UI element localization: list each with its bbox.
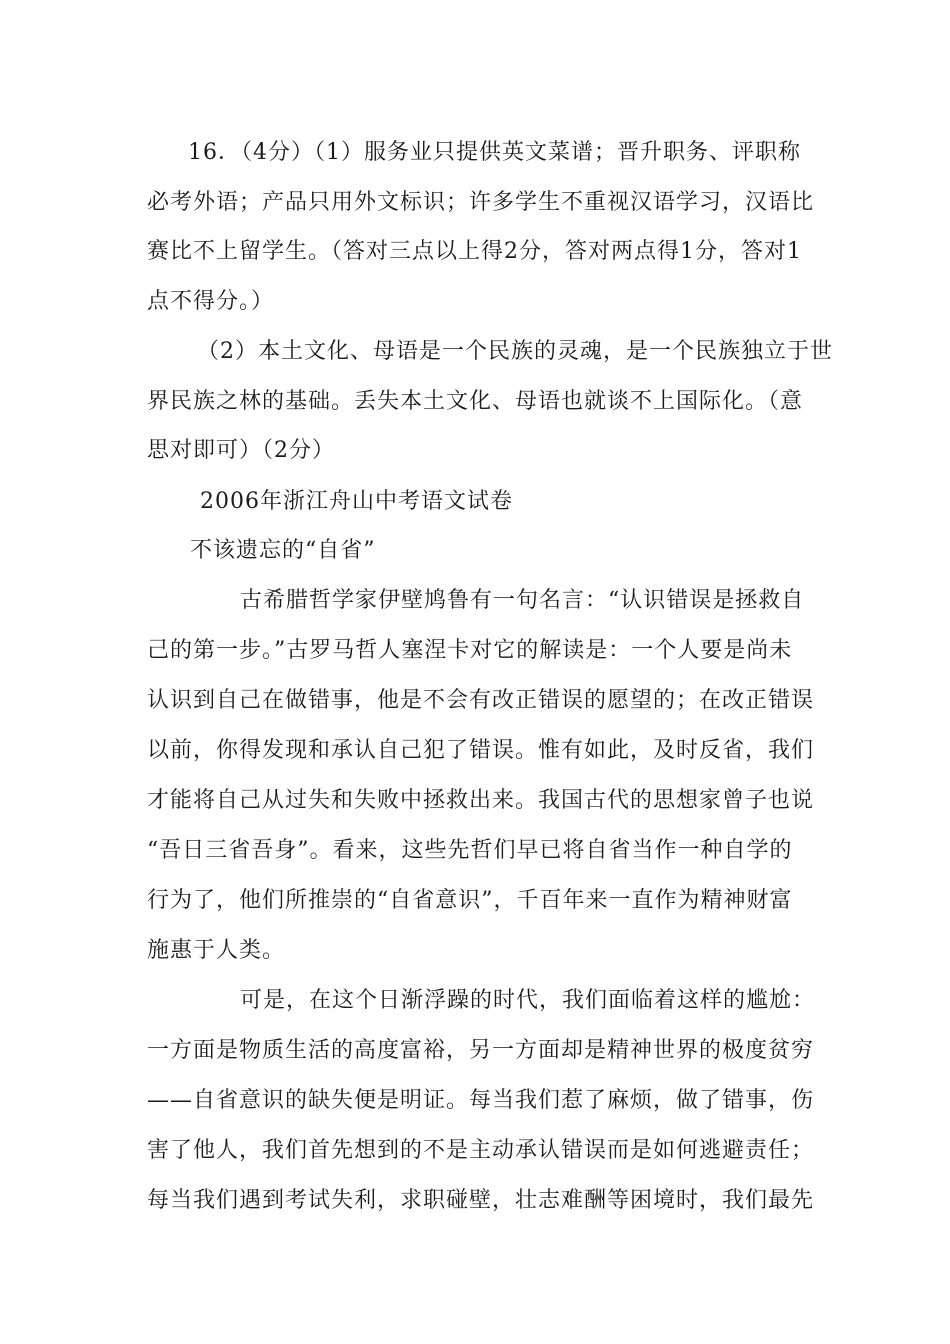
paragraph-line: 己的第一步。”古罗马哲人塞涅卡对它的解读是：一个人要是尚未 — [147, 638, 793, 663]
paragraph-line: 每当我们遇到考试失利，求职碰壁，壮志难酬等困境时，我们最先 — [147, 1188, 815, 1213]
paragraph-line: 认识到自己在做错事，他是不会有改正错误的愿望的；在改正错误 — [147, 688, 815, 713]
answer-16-line: 16．（4分）（1）服务业只提供英文菜谱；晋升职务、评职称 — [188, 140, 801, 165]
answer-16-line: 必考外语；产品只用外文标识；许多学生不重视汉语学习，汉语比 — [147, 190, 815, 215]
exam-title: 2006年浙江舟山中考语文试卷 — [200, 489, 513, 514]
answer-16-2-line: （2）本土文化、母语是一个民族的灵魂，是一个民族独立于世 — [197, 339, 833, 364]
paragraph-line: 行为了，他们所推崇的“自省意识”，千百年来一直作为精神财富 — [147, 888, 793, 913]
answer-16-line: 赛比不上留学生。（答对三点以上得2分，答对两点得1分，答对1 — [147, 239, 802, 264]
article-title: 不该遗忘的“自省” — [190, 538, 376, 563]
paragraph-line: “吾日三省吾身”。看来，这些先哲们早已将自省当作一种自学的 — [147, 838, 793, 863]
paragraph-line: 可是，在这个日渐浮躁的时代，我们面临着这样的尴尬： — [240, 988, 816, 1013]
answer-16-2-line: 思对即可）（2分） — [147, 438, 335, 463]
paragraph-line: 古希腊哲学家伊壁鸠鲁有一句名言：“认识错误是拯救自 — [240, 588, 805, 613]
paragraph-line: ——自省意识的缺失便是明证。每当我们惹了麻烦，做了错事，伤 — [147, 1088, 815, 1113]
answer-16-2-line: 界民族之林的基础。丢失本土文化、母语也就谈不上国际化。（意 — [147, 389, 804, 414]
paragraph-line: 才能将自己从过失和失败中拯救出来。我国古代的思想家曾子也说 — [147, 788, 815, 813]
paragraph-line: 一方面是物质生活的高度富裕，另一方面却是精神世界的极度贫穷 — [147, 1038, 815, 1063]
answer-16-line: 点不得分。） — [147, 289, 275, 314]
paragraph-line: 以前，你得发现和承认自己犯了错误。惟有如此，及时反省，我们 — [147, 738, 815, 763]
paragraph-line: 施惠于人类。 — [147, 938, 286, 963]
paragraph-line: 害了他人，我们首先想到的不是主动承认错误而是如何逃避责任； — [147, 1138, 815, 1163]
